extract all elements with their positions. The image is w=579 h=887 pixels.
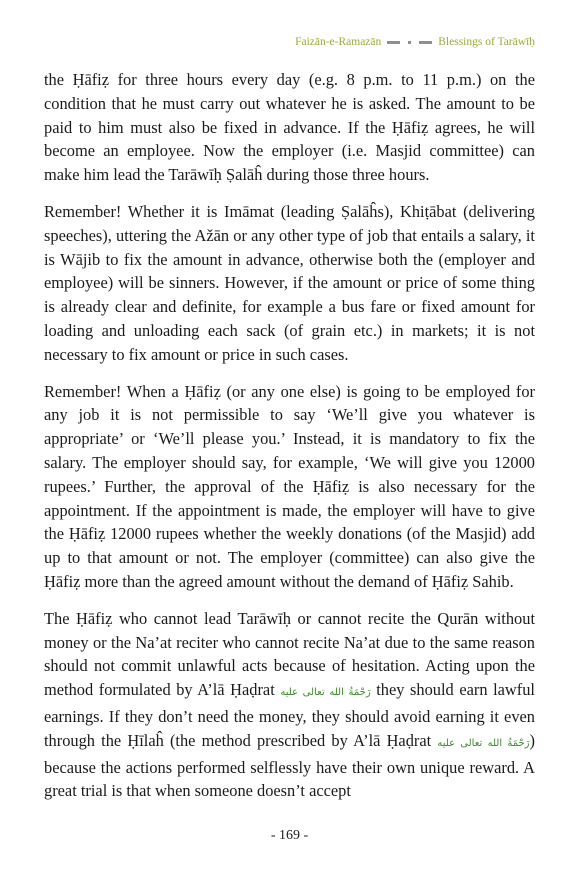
- paragraph-4-text-c: ) because the actions performed selflessly have their own unique reward. A great trial is that when someone doesn’t accept: [44, 730, 535, 801]
- paragraph-2: Remember! Whether it is Imāmat (leading Ṣalāĥs), Khiṭābat (delivering speeches), uttering the Ažān or any other type of job that entails a salary, it is Wājib to fix the amount in advance, otherwise both the (employer and employee) will be sinners. However, if the amount or price of some thing is already clear and definite, for example a bus fare or fixed amount for loading and unloading each sack (of grain etc.) in markets; it is not necessary to fix amount or price in such cases.: [44, 201, 535, 364]
- paragraph-3: Remember! When a Ḥāfiẓ (or any one else) is going to be employed for any job it is not permissible to say ‘We’ll give you whatever is appropriate’ or ‘We’ll please you.’ Instead, it is mandatory to fix the salary. The employer should say, for example, ‘We will give you 12000 rupees.’ Further, the approval of the Ḥāfiẓ is also necessary for the appointment. If the appointment is made, the employer will have to give the Ḥāfiẓ 12000 rupees whether the weekly donations (of the Masjid) add up to that amount or not. The employer (committee) can also give the Ḥāfiẓ more than the agreed amount without the demand of Ḥāfiẓ Sahib.: [44, 381, 535, 591]
- paragraph-4-text-b: they should earn lawful earnings. If they don’t need the money, they should avoid earning it even through the Ḥīlaĥ (the method prescribed by A’lā Ḥaḍrat: [44, 680, 535, 750]
- paragraph-4-text-a: The Ḥāfiẓ who cannot lead Tarāwīḥ or cannot recite the Qurān without money or the Na’at reciter who cannot recite Na’at due to the same reason should not commit unlawful acts because of hesitation. Acting upon the method formulated by A’lā Ḥaḍrat: [44, 608, 535, 700]
- paragraph-4: [44, 607, 535, 803]
- running-header: [295, 36, 535, 48]
- paragraph-1: the Ḥāfiẓ for three hours every day (e.g. 8 p.m. to 11 p.m.) on the condition that he must carry out whatever he is asked. The amount to be paid to him must also be fixed in advance. If the Ḥāfiẓ agrees, he will become an employee. Now the employer (i.e. Masjid committee) can make him lead the Tarāwīḥ Ṣalāĥ during those three hours.: [44, 70, 535, 185]
- header-separator-dash: [419, 41, 432, 44]
- arabic-honorific: رَحْمَةُ الله تعالى عليه: [437, 737, 530, 749]
- header-separator-dash: [387, 41, 400, 44]
- page-body: [44, 68, 535, 816]
- header-separator-dot: [408, 41, 411, 44]
- book-title: Faizān-e-Ramazān: [295, 36, 382, 48]
- page-number: - 169 -: [270, 828, 309, 843]
- chapter-title: Blessings of Tarāwīḥ: [438, 36, 535, 48]
- arabic-honorific: رَحْمَةُ الله تعالى عليه: [280, 687, 371, 699]
